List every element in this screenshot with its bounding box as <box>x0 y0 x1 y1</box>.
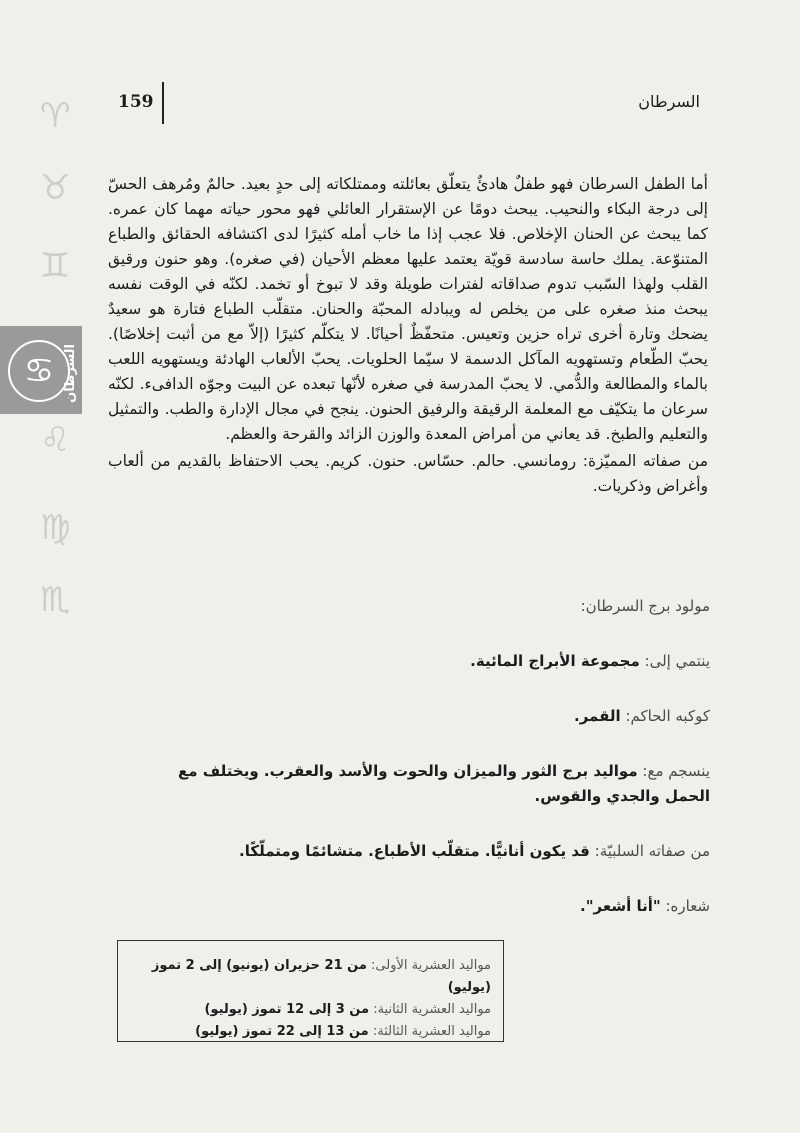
decan-value: من 13 إلى 22 تموز (يوليو) <box>195 1024 369 1039</box>
fact-label: من صفاته السلبيّة: <box>594 842 710 860</box>
main-paragraph: أما الطفل السرطان فهو طفلٌ هادئٌ يتعلّق بعائلته وممتلكاته إلى حدٍ بعيد. حالمٌ ومُرهف الحسّ إلى درجة البكاء والنحيب. يبحث دومًا عن الإستقرار العائلي فهو محور حياته مهما كان عمره. كما يبحث عن الحنان الإخلاص. فلا عجب إذا ما خاب أمله كثيرًا لدى اكتشافه الحقائق والطباع المتنوّعة. يملك حاسة سادسة قويّة يعتمد عليها معظم الأحيان (في صغره). وهو حنون ورقيق القلب ولهذا السّبب تدوم صداقاته لفترات طويلة وقد لا تبوخ أو تخمد. لكنّه في الوقت نفسه يبحث منذ صغره على من يخلص له ويبادله المحبّة والحنان. متقلّب الطباع فتارة هو سعيدٌ يضحك وتارة أخرى تراه حزين وتعيس. متحفّظٌ أحيانًا. لا يتكلّم كثيرًا (إلاّ مع من أثبت إخلاصًا). يحبّ الطّعام وتستهويه المآكل الدسمة لا سيّما الحلويات. يحبّ الألعاب الهادئة ويستهويه اللعب بالماء والمطالعة والدُّمي. لا يحبّ المدرسة في صغره لأنّها تبعده عن البيت وجوّه الدافىء. لكنّه سرعان ما يتكيّف مع المعلمة الرقيقة والرفيق الحنون. ينجح في مجال الإدارة والطب. والتمثيل والتعليم والطبخ. قد يعاني من أمراض المعدة والوزن الزائد والقرحة والعظم. <box>108 175 708 443</box>
fact-value: مجموعة الأبراج المائية. <box>470 652 640 670</box>
bull-icon: ♉ <box>40 168 71 208</box>
page-number: 159 <box>118 92 154 112</box>
fact-label: ينسجم مع: <box>642 762 710 780</box>
fact-label: كوكبه الحاكم: <box>625 707 710 725</box>
traits-paragraph: من صفاته المميّزة: رومانسي. حالم. حسّاس. حنون. كريم. يحب الاحتفاظ بالقديم من ألعاب وأغراض وذكريات. <box>108 452 708 495</box>
facts-list <box>130 594 710 949</box>
fact-item <box>130 594 710 619</box>
decans-box <box>117 940 504 1042</box>
decan-label: مواليد العشرية الثانية: <box>373 1002 491 1017</box>
decan-label: مواليد العشرية الأولى: <box>371 958 491 973</box>
fact-value: "أنا أشعر". <box>580 897 661 915</box>
decan-label: مواليد العشرية الثالثة: <box>372 1024 491 1039</box>
running-title: السرطان <box>638 92 700 111</box>
fact-item <box>130 649 710 674</box>
decan-row <box>118 1021 491 1043</box>
fact-item <box>130 839 710 864</box>
fact-value: قد يكون أنانيًّا. متقلّب الأطباع. متشائمًا ومتملّكًا. <box>239 842 590 860</box>
scorpion-icon: ♏ <box>40 580 71 620</box>
decan-row <box>118 999 491 1021</box>
fact-item <box>130 894 710 919</box>
crab-icon: ♋ <box>8 340 70 402</box>
twins-icon: ♊ <box>40 246 71 286</box>
fact-label: شعاره: <box>665 897 710 915</box>
header-divider <box>162 82 164 124</box>
fact-value: القمر. <box>574 707 621 725</box>
lion-icon: ♌ <box>40 420 71 460</box>
fact-label: مولود برج السرطان: <box>580 597 710 615</box>
ram-icon: ♈ <box>40 96 71 136</box>
virgin-icon: ♍ <box>40 508 71 548</box>
fact-value: مواليد برج الثور والميزان والحوت والأسد والعقرب. ويختلف مع الحمل والجدي والقوس. <box>178 762 710 805</box>
decan-row <box>118 955 491 999</box>
chapter-tab <box>0 326 82 414</box>
decan-value: من 3 إلى 12 تموز (يوليو) <box>204 1002 370 1017</box>
fact-label: ينتمي إلى: <box>644 652 710 670</box>
chapter-tab-label: السرطان <box>63 344 78 403</box>
decan-value: من 21 حزيران (يونيو) إلى 2 تموز (يوليو) <box>151 958 491 995</box>
body-text <box>108 172 708 499</box>
fact-item <box>130 759 710 809</box>
fact-item <box>130 704 710 729</box>
